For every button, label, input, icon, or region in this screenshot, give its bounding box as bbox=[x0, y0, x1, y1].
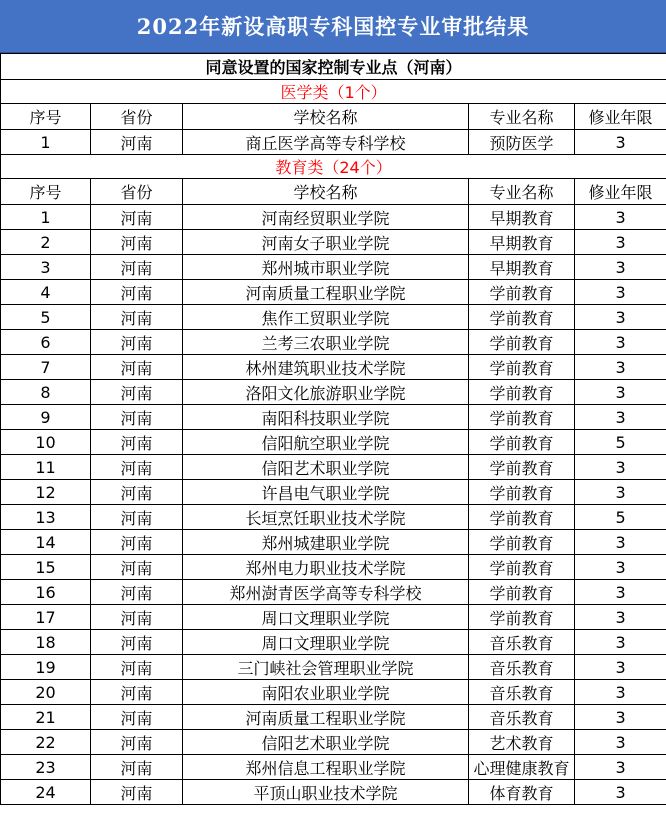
cell-index: 16 bbox=[1, 580, 91, 605]
cell-province: 河南 bbox=[91, 755, 183, 780]
cell-index: 1 bbox=[1, 130, 91, 155]
cell-major: 体育教育 bbox=[469, 780, 575, 805]
cell-province: 河南 bbox=[91, 480, 183, 505]
cell-school: 周口文理职业学院 bbox=[183, 605, 469, 630]
cell-years: 3 bbox=[575, 480, 666, 505]
cell-major: 学前教育 bbox=[469, 280, 575, 305]
cell-major: 学前教育 bbox=[469, 480, 575, 505]
cell-major: 学前教育 bbox=[469, 530, 575, 555]
cell-years: 3 bbox=[575, 630, 666, 655]
cell-index: 22 bbox=[1, 730, 91, 755]
cell-years: 3 bbox=[575, 780, 666, 805]
header-major: 专业名称 bbox=[469, 104, 575, 130]
cell-school: 长垣烹饪职业技术学院 bbox=[183, 505, 469, 530]
category-row bbox=[1, 155, 666, 179]
header-index: 序号 bbox=[1, 179, 91, 205]
cell-province: 河南 bbox=[91, 555, 183, 580]
cell-major: 学前教育 bbox=[469, 355, 575, 380]
table-row bbox=[1, 230, 666, 255]
table-row bbox=[1, 755, 666, 780]
cell-school: 南阳科技职业学院 bbox=[183, 405, 469, 430]
cell-school: 信阳艺术职业学院 bbox=[183, 455, 469, 480]
table-row bbox=[1, 255, 666, 280]
table-row bbox=[1, 280, 666, 305]
cell-province: 河南 bbox=[91, 205, 183, 230]
cell-province: 河南 bbox=[91, 455, 183, 480]
cell-province: 河南 bbox=[91, 530, 183, 555]
table-row bbox=[1, 355, 666, 380]
cell-major: 学前教育 bbox=[469, 405, 575, 430]
cell-school: 兰考三农职业学院 bbox=[183, 330, 469, 355]
cell-province: 河南 bbox=[91, 230, 183, 255]
table-subtitle: 同意设置的国家控制专业点（河南） bbox=[1, 54, 666, 80]
cell-province: 河南 bbox=[91, 305, 183, 330]
cell-major: 音乐教育 bbox=[469, 655, 575, 680]
cell-index: 12 bbox=[1, 480, 91, 505]
cell-years: 3 bbox=[575, 230, 666, 255]
cell-index: 18 bbox=[1, 630, 91, 655]
cell-major: 学前教育 bbox=[469, 580, 575, 605]
cell-school: 河南女子职业学院 bbox=[183, 230, 469, 255]
page-title: 2022年新设高职专科国控专业审批结果 bbox=[0, 0, 666, 53]
cell-major: 早期教育 bbox=[469, 255, 575, 280]
cell-major: 学前教育 bbox=[469, 605, 575, 630]
cell-school: 郑州澍青医学高等专科学校 bbox=[183, 580, 469, 605]
table-row bbox=[1, 780, 666, 805]
cell-province: 河南 bbox=[91, 655, 183, 680]
cell-major: 学前教育 bbox=[469, 555, 575, 580]
cell-school: 河南质量工程职业学院 bbox=[183, 705, 469, 730]
cell-school: 信阳航空职业学院 bbox=[183, 430, 469, 455]
cell-index: 7 bbox=[1, 355, 91, 380]
cell-index: 6 bbox=[1, 330, 91, 355]
cell-years: 3 bbox=[575, 305, 666, 330]
cell-province: 河南 bbox=[91, 580, 183, 605]
cell-index: 14 bbox=[1, 530, 91, 555]
cell-years: 3 bbox=[575, 555, 666, 580]
cell-province: 河南 bbox=[91, 405, 183, 430]
cell-index: 23 bbox=[1, 755, 91, 780]
cell-province: 河南 bbox=[91, 330, 183, 355]
cell-years: 3 bbox=[575, 355, 666, 380]
table-row bbox=[1, 705, 666, 730]
cell-years: 3 bbox=[575, 330, 666, 355]
cell-index: 4 bbox=[1, 280, 91, 305]
cell-major: 学前教育 bbox=[469, 455, 575, 480]
cell-index: 19 bbox=[1, 655, 91, 680]
cell-school: 信阳艺术职业学院 bbox=[183, 730, 469, 755]
cell-index: 5 bbox=[1, 305, 91, 330]
cell-years: 3 bbox=[575, 605, 666, 630]
cell-major: 心理健康教育 bbox=[469, 755, 575, 780]
table-row bbox=[1, 505, 666, 530]
cell-school: 平顶山职业技术学院 bbox=[183, 780, 469, 805]
cell-major: 音乐教育 bbox=[469, 705, 575, 730]
table-row bbox=[1, 380, 666, 405]
cell-province: 河南 bbox=[91, 505, 183, 530]
header-province: 省份 bbox=[91, 104, 183, 130]
cell-school: 河南质量工程职业学院 bbox=[183, 280, 469, 305]
cell-province: 河南 bbox=[91, 705, 183, 730]
cell-major: 音乐教育 bbox=[469, 630, 575, 655]
table-row bbox=[1, 555, 666, 580]
cell-school: 郑州城市职业学院 bbox=[183, 255, 469, 280]
header-years: 修业年限 bbox=[575, 179, 666, 205]
category-row bbox=[1, 80, 666, 104]
table-row bbox=[1, 630, 666, 655]
table-row bbox=[1, 605, 666, 630]
cell-index: 17 bbox=[1, 605, 91, 630]
cell-province: 河南 bbox=[91, 130, 183, 155]
cell-index: 8 bbox=[1, 380, 91, 405]
cell-years: 3 bbox=[575, 705, 666, 730]
header-row bbox=[1, 104, 666, 130]
table-row bbox=[1, 655, 666, 680]
cell-major: 学前教育 bbox=[469, 330, 575, 355]
cell-province: 河南 bbox=[91, 630, 183, 655]
cell-major: 预防医学 bbox=[469, 130, 575, 155]
table-row bbox=[1, 730, 666, 755]
cell-province: 河南 bbox=[91, 380, 183, 405]
cell-index: 15 bbox=[1, 555, 91, 580]
cell-years: 3 bbox=[575, 580, 666, 605]
table-row bbox=[1, 530, 666, 555]
table-row bbox=[1, 330, 666, 355]
cell-years: 3 bbox=[575, 255, 666, 280]
cell-index: 11 bbox=[1, 455, 91, 480]
cell-school: 商丘医学高等专科学校 bbox=[183, 130, 469, 155]
header-row bbox=[1, 179, 666, 205]
cell-school: 林州建筑职业技术学院 bbox=[183, 355, 469, 380]
cell-years: 3 bbox=[575, 530, 666, 555]
cell-province: 河南 bbox=[91, 730, 183, 755]
header-school: 学校名称 bbox=[183, 104, 469, 130]
cell-school: 周口文理职业学院 bbox=[183, 630, 469, 655]
table-row bbox=[1, 430, 666, 455]
cell-index: 3 bbox=[1, 255, 91, 280]
table-row bbox=[1, 480, 666, 505]
cell-index: 24 bbox=[1, 780, 91, 805]
table-row bbox=[1, 405, 666, 430]
cell-province: 河南 bbox=[91, 680, 183, 705]
cell-years: 3 bbox=[575, 730, 666, 755]
cell-years: 3 bbox=[575, 130, 666, 155]
table-row bbox=[1, 455, 666, 480]
cell-index: 9 bbox=[1, 405, 91, 430]
cell-major: 音乐教育 bbox=[469, 680, 575, 705]
cell-years: 3 bbox=[575, 655, 666, 680]
table-row bbox=[1, 580, 666, 605]
cell-school: 南阳农业职业学院 bbox=[183, 680, 469, 705]
approval-table bbox=[0, 53, 666, 805]
cell-years: 3 bbox=[575, 280, 666, 305]
cell-years: 5 bbox=[575, 505, 666, 530]
cell-index: 1 bbox=[1, 205, 91, 230]
cell-index: 20 bbox=[1, 680, 91, 705]
cell-province: 河南 bbox=[91, 605, 183, 630]
cell-province: 河南 bbox=[91, 355, 183, 380]
table-row bbox=[1, 305, 666, 330]
cell-school: 郑州电力职业技术学院 bbox=[183, 555, 469, 580]
cell-major: 早期教育 bbox=[469, 205, 575, 230]
cell-major: 学前教育 bbox=[469, 505, 575, 530]
cell-years: 5 bbox=[575, 430, 666, 455]
header-province: 省份 bbox=[91, 179, 183, 205]
cell-major: 学前教育 bbox=[469, 430, 575, 455]
header-school: 学校名称 bbox=[183, 179, 469, 205]
cell-school: 洛阳文化旅游职业学院 bbox=[183, 380, 469, 405]
cell-index: 10 bbox=[1, 430, 91, 455]
cell-major: 学前教育 bbox=[469, 305, 575, 330]
cell-school: 焦作工贸职业学院 bbox=[183, 305, 469, 330]
cell-school: 三门峡社会管理职业学院 bbox=[183, 655, 469, 680]
category-label: 医学类（1个） bbox=[1, 80, 666, 104]
table-row bbox=[1, 680, 666, 705]
cell-school: 许昌电气职业学院 bbox=[183, 480, 469, 505]
cell-years: 3 bbox=[575, 680, 666, 705]
cell-index: 13 bbox=[1, 505, 91, 530]
cell-years: 3 bbox=[575, 205, 666, 230]
header-major: 专业名称 bbox=[469, 179, 575, 205]
cell-major: 艺术教育 bbox=[469, 730, 575, 755]
category-label: 教育类（24个） bbox=[1, 155, 666, 179]
cell-years: 3 bbox=[575, 755, 666, 780]
cell-province: 河南 bbox=[91, 430, 183, 455]
cell-province: 河南 bbox=[91, 780, 183, 805]
cell-school: 河南经贸职业学院 bbox=[183, 205, 469, 230]
cell-years: 3 bbox=[575, 455, 666, 480]
cell-school: 郑州信息工程职业学院 bbox=[183, 755, 469, 780]
cell-province: 河南 bbox=[91, 280, 183, 305]
table-row bbox=[1, 130, 666, 155]
cell-major: 学前教育 bbox=[469, 380, 575, 405]
header-years: 修业年限 bbox=[575, 104, 666, 130]
header-index: 序号 bbox=[1, 104, 91, 130]
cell-index: 21 bbox=[1, 705, 91, 730]
cell-major: 早期教育 bbox=[469, 230, 575, 255]
table-row bbox=[1, 205, 666, 230]
cell-province: 河南 bbox=[91, 255, 183, 280]
cell-years: 3 bbox=[575, 405, 666, 430]
cell-school: 郑州城建职业学院 bbox=[183, 530, 469, 555]
cell-index: 2 bbox=[1, 230, 91, 255]
cell-years: 3 bbox=[575, 380, 666, 405]
